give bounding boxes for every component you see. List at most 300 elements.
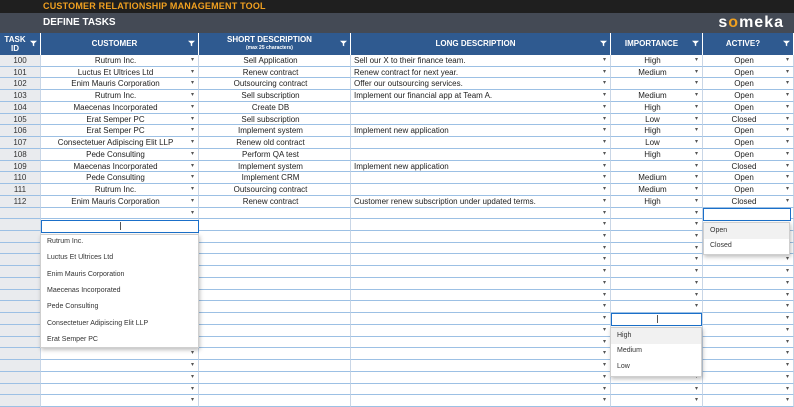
chevron-down-icon[interactable]: ▾: [694, 150, 698, 157]
cell-short[interactable]: [199, 149, 351, 161]
chevron-down-icon[interactable]: ▾: [694, 80, 698, 87]
cell-customer[interactable]: [41, 172, 199, 184]
cell-id[interactable]: [0, 219, 41, 231]
chevron-down-icon[interactable]: ▾: [694, 268, 698, 275]
cell-long[interactable]: [351, 395, 611, 407]
cell-short[interactable]: [199, 137, 351, 149]
chevron-down-icon[interactable]: ▾: [190, 373, 194, 380]
chevron-down-icon[interactable]: ▾: [785, 397, 789, 404]
chevron-down-icon[interactable]: ▾: [602, 256, 606, 263]
chevron-down-icon[interactable]: ▾: [785, 115, 789, 122]
chevron-down-icon[interactable]: ▾: [190, 397, 194, 404]
cell-active[interactable]: [703, 125, 794, 137]
cell-active[interactable]: [703, 78, 794, 90]
cell-long[interactable]: [351, 337, 611, 349]
chevron-down-icon[interactable]: ▾: [785, 127, 789, 134]
cell-importance[interactable]: [611, 384, 703, 396]
cell-short[interactable]: [199, 278, 351, 290]
chevron-down-icon[interactable]: ▾: [785, 197, 789, 204]
cell-long[interactable]: [351, 266, 611, 278]
chevron-down-icon[interactable]: ▾: [602, 162, 606, 169]
cell-active[interactable]: [703, 90, 794, 102]
cell-importance[interactable]: [611, 102, 703, 114]
cell-id[interactable]: [0, 55, 41, 67]
chevron-down-icon[interactable]: ▾: [694, 68, 698, 75]
cell-customer[interactable]: [41, 149, 199, 161]
cell-id[interactable]: [0, 313, 41, 325]
chevron-down-icon[interactable]: ▾: [602, 209, 606, 216]
chevron-down-icon[interactable]: ▾: [785, 162, 789, 169]
chevron-down-icon[interactable]: ▾: [785, 268, 789, 275]
chevron-down-icon[interactable]: ▾: [190, 150, 194, 157]
cell-short[interactable]: [199, 161, 351, 173]
cell-short[interactable]: [199, 196, 351, 208]
dropdown-option[interactable]: Enim Mauris Corporation: [47, 270, 125, 278]
chevron-down-icon[interactable]: ▾: [785, 150, 789, 157]
cell-id[interactable]: [0, 149, 41, 161]
cell-importance[interactable]: [611, 231, 703, 243]
header-task-id[interactable]: [0, 33, 41, 55]
chevron-down-icon[interactable]: ▾: [190, 174, 194, 181]
active-value: Closed: [731, 161, 757, 171]
cell-importance[interactable]: [611, 290, 703, 302]
chevron-down-icon[interactable]: ▾: [602, 268, 606, 275]
cell-short[interactable]: [199, 301, 351, 313]
cell-long[interactable]: [351, 290, 611, 302]
cell-long[interactable]: [351, 243, 611, 255]
chevron-down-icon[interactable]: ▾: [694, 279, 698, 286]
cell-importance[interactable]: [611, 78, 703, 90]
header-active[interactable]: [703, 33, 794, 55]
cell-long[interactable]: [351, 67, 611, 79]
cell-customer[interactable]: [41, 208, 199, 220]
cell-importance[interactable]: [611, 266, 703, 278]
chevron-down-icon[interactable]: ▾: [694, 244, 698, 251]
dropdown-option[interactable]: Consectetuer Adipiscing Elit LLP: [47, 319, 149, 327]
chevron-down-icon[interactable]: ▾: [694, 256, 698, 263]
chevron-down-icon[interactable]: ▾: [190, 385, 194, 392]
chevron-down-icon[interactable]: ▾: [602, 315, 606, 322]
cell-short[interactable]: [199, 372, 351, 384]
cell-importance[interactable]: [611, 90, 703, 102]
importance-value: Medium: [638, 91, 667, 101]
chevron-down-icon[interactable]: ▾: [694, 197, 698, 204]
chevron-down-icon[interactable]: ▾: [602, 57, 606, 63]
chevron-down-icon[interactable]: ▾: [190, 68, 194, 75]
chevron-down-icon[interactable]: ▾: [785, 80, 789, 87]
cell-active[interactable]: [703, 372, 794, 384]
cell-customer[interactable]: [41, 161, 199, 173]
filter-icon[interactable]: [783, 40, 790, 47]
cell-short[interactable]: [199, 78, 351, 90]
cell-id[interactable]: [0, 208, 41, 220]
cell-short[interactable]: [199, 172, 351, 184]
customer-value: Pede Consulting: [86, 173, 145, 183]
cell-long[interactable]: [351, 172, 611, 184]
cell-short[interactable]: [199, 55, 351, 67]
cell-long[interactable]: [351, 78, 611, 90]
chevron-down-icon[interactable]: ▾: [190, 186, 194, 193]
cell-id[interactable]: [0, 196, 41, 208]
cell-short[interactable]: [199, 243, 351, 255]
chevron-down-icon[interactable]: ▾: [785, 57, 789, 63]
cell-long[interactable]: [351, 301, 611, 313]
customer-value: Erat Semper PC: [86, 126, 145, 136]
chevron-down-icon[interactable]: ▾: [602, 139, 606, 146]
cell-id[interactable]: [0, 254, 41, 266]
header-short-description[interactable]: [199, 33, 351, 55]
cell-long[interactable]: [351, 125, 611, 137]
cell-importance[interactable]: [611, 125, 703, 137]
cell-id[interactable]: [0, 90, 41, 102]
cell-customer[interactable]: [41, 196, 199, 208]
cell-short[interactable]: [199, 125, 351, 137]
dropdown-option[interactable]: Maecenas Incorporated: [47, 286, 121, 294]
cell-id[interactable]: [0, 231, 41, 243]
chevron-down-icon[interactable]: ▾: [785, 315, 789, 322]
cell-importance[interactable]: [611, 184, 703, 196]
chevron-down-icon[interactable]: ▾: [602, 103, 606, 110]
cell-importance[interactable]: [611, 55, 703, 67]
cell-importance[interactable]: [611, 149, 703, 161]
cell-long[interactable]: [351, 313, 611, 325]
cell-importance[interactable]: [611, 243, 703, 255]
filter-icon[interactable]: [30, 40, 37, 47]
header-long-description-label: LONG DESCRIPTION: [435, 39, 516, 48]
chevron-down-icon[interactable]: ▾: [785, 256, 789, 263]
customer-dropdown-list[interactable]: [40, 234, 199, 348]
cell-id[interactable]: [0, 395, 41, 407]
filter-icon[interactable]: [340, 40, 347, 47]
chevron-down-icon[interactable]: ▾: [785, 326, 789, 333]
cell-long[interactable]: [351, 372, 611, 384]
cell-importance[interactable]: [611, 301, 703, 313]
cell-importance[interactable]: [611, 137, 703, 149]
cell-id[interactable]: [0, 360, 41, 372]
cell-active[interactable]: [703, 114, 794, 126]
chevron-down-icon[interactable]: ▾: [602, 338, 606, 345]
chevron-down-icon[interactable]: ▾: [694, 162, 698, 169]
chevron-down-icon[interactable]: ▾: [694, 221, 698, 228]
chevron-down-icon[interactable]: ▾: [190, 362, 194, 369]
chevron-down-icon[interactable]: ▾: [602, 80, 606, 87]
cell-importance[interactable]: [611, 278, 703, 290]
cell-long[interactable]: [351, 254, 611, 266]
chevron-down-icon[interactable]: ▾: [785, 362, 789, 369]
chevron-down-icon[interactable]: ▾: [190, 209, 194, 216]
cell-short[interactable]: [199, 313, 351, 325]
cell-short[interactable]: [199, 102, 351, 114]
chevron-down-icon[interactable]: ▾: [602, 221, 606, 228]
dropdown-option[interactable]: Closed: [710, 242, 732, 249]
dropdown-option[interactable]: Erat Semper PC: [47, 335, 98, 343]
cell-active[interactable]: [703, 384, 794, 396]
cell-short[interactable]: [199, 208, 351, 220]
cell-short[interactable]: [199, 395, 351, 407]
cell-importance[interactable]: [611, 219, 703, 231]
chevron-down-icon[interactable]: ▾: [694, 127, 698, 134]
filter-icon[interactable]: [188, 40, 195, 47]
cell-importance[interactable]: [611, 67, 703, 79]
cell-id[interactable]: [0, 301, 41, 313]
chevron-down-icon[interactable]: ▾: [602, 115, 606, 122]
chevron-down-icon[interactable]: ▾: [190, 162, 194, 169]
cell-id[interactable]: [0, 243, 41, 255]
cell-active[interactable]: [703, 301, 794, 313]
cell-customer[interactable]: [41, 360, 199, 372]
chevron-down-icon[interactable]: ▾: [602, 362, 606, 369]
cell-active[interactable]: [703, 102, 794, 114]
cell-short[interactable]: [199, 290, 351, 302]
chevron-down-icon[interactable]: ▾: [602, 150, 606, 157]
cell-short[interactable]: [199, 325, 351, 337]
chevron-down-icon[interactable]: ▾: [602, 68, 606, 75]
cell-id[interactable]: [0, 184, 41, 196]
table-row: [0, 184, 794, 196]
cell-id[interactable]: [0, 102, 41, 114]
chevron-down-icon[interactable]: ▾: [785, 338, 789, 345]
chevron-down-icon[interactable]: ▾: [602, 127, 606, 134]
dropdown-option[interactable]: Rutrum Inc.: [47, 238, 84, 245]
cell-short[interactable]: [199, 67, 351, 79]
cell-customer[interactable]: [41, 90, 199, 102]
cell-customer[interactable]: [41, 184, 199, 196]
chevron-down-icon[interactable]: ▾: [602, 197, 606, 204]
chevron-down-icon[interactable]: ▾: [785, 103, 789, 110]
chevron-down-icon[interactable]: ▾: [190, 127, 194, 134]
cell-customer[interactable]: [41, 78, 199, 90]
header-importance[interactable]: [611, 33, 703, 55]
chevron-down-icon[interactable]: ▾: [602, 174, 606, 181]
filter-icon[interactable]: [600, 40, 607, 47]
cell-long[interactable]: [351, 55, 611, 67]
cell-customer[interactable]: [41, 67, 199, 79]
cell-id[interactable]: [0, 125, 41, 137]
chevron-down-icon[interactable]: ▾: [602, 233, 606, 239]
cell-id[interactable]: [0, 325, 41, 337]
chevron-down-icon[interactable]: ▾: [694, 139, 698, 146]
cell-importance[interactable]: [611, 395, 703, 407]
chevron-down-icon[interactable]: ▾: [602, 373, 606, 380]
cell-active[interactable]: [703, 55, 794, 67]
chevron-down-icon[interactable]: ▾: [694, 57, 698, 63]
chevron-down-icon[interactable]: ▾: [190, 197, 194, 204]
cell-long[interactable]: [351, 196, 611, 208]
cell-active[interactable]: [703, 172, 794, 184]
importance-input-cell[interactable]: [611, 313, 702, 326]
chevron-down-icon[interactable]: ▾: [602, 186, 606, 193]
chevron-down-icon[interactable]: ▾: [694, 397, 698, 404]
chevron-down-icon[interactable]: ▾: [785, 139, 789, 146]
cell-active[interactable]: [703, 313, 794, 325]
cell-active[interactable]: [703, 149, 794, 161]
chevron-down-icon[interactable]: ▾: [602, 326, 606, 333]
chevron-down-icon[interactable]: ▾: [694, 291, 698, 298]
chevron-down-icon[interactable]: ▾: [602, 244, 606, 251]
cell-active[interactable]: [703, 360, 794, 372]
cell-short[interactable]: [199, 219, 351, 231]
cell-long[interactable]: [351, 325, 611, 337]
cell-short[interactable]: [199, 254, 351, 266]
cell-long[interactable]: [351, 208, 611, 220]
cell-active[interactable]: [703, 184, 794, 196]
cell-long[interactable]: [351, 90, 611, 102]
chevron-down-icon[interactable]: ▾: [785, 279, 789, 286]
chevron-down-icon[interactable]: ▾: [190, 115, 194, 122]
chevron-down-icon[interactable]: ▾: [785, 373, 789, 380]
cell-active[interactable]: [703, 254, 794, 266]
chevron-down-icon[interactable]: ▾: [602, 350, 606, 357]
cell-customer[interactable]: [41, 125, 199, 137]
customer-input-cell[interactable]: [41, 220, 199, 233]
dropdown-option[interactable]: Low: [617, 363, 630, 370]
cell-long[interactable]: [351, 278, 611, 290]
cell-short[interactable]: [199, 266, 351, 278]
chevron-down-icon[interactable]: ▾: [190, 57, 194, 63]
cell-customer[interactable]: [41, 137, 199, 149]
active-value: Open: [734, 67, 754, 77]
cell-active[interactable]: [703, 161, 794, 173]
header-long-description[interactable]: [351, 33, 611, 55]
cell-importance[interactable]: [611, 208, 703, 220]
section-title: DEFINE TASKS: [43, 17, 116, 28]
cell-customer[interactable]: [41, 348, 199, 360]
chevron-down-icon[interactable]: ▾: [694, 209, 698, 216]
cell-long[interactable]: [351, 137, 611, 149]
cell-importance[interactable]: [611, 196, 703, 208]
cell-long[interactable]: [351, 384, 611, 396]
chevron-down-icon[interactable]: ▾: [694, 303, 698, 310]
cell-active[interactable]: [703, 348, 794, 360]
short-value: Sell subscription: [241, 91, 300, 101]
cell-short[interactable]: [199, 231, 351, 243]
cell-active[interactable]: [703, 278, 794, 290]
cell-active[interactable]: [703, 137, 794, 149]
cell-long[interactable]: [351, 360, 611, 372]
dropdown-option[interactable]: High: [611, 328, 701, 344]
cell-customer[interactable]: [41, 384, 199, 396]
cell-active[interactable]: [703, 337, 794, 349]
long-value: Sell our X to their finance team.: [354, 56, 466, 65]
cell-id[interactable]: [0, 172, 41, 184]
cell-long[interactable]: [351, 219, 611, 231]
dropdown-option[interactable]: Medium: [617, 347, 642, 354]
cell-id[interactable]: [0, 266, 41, 278]
dropdown-option[interactable]: Luctus Et Ultrices Ltd: [47, 254, 114, 262]
cell-id[interactable]: [0, 384, 41, 396]
header-customer[interactable]: [41, 33, 199, 55]
filter-icon[interactable]: [692, 40, 699, 47]
cell-active[interactable]: [703, 266, 794, 278]
cell-importance[interactable]: [611, 172, 703, 184]
chevron-down-icon[interactable]: ▾: [694, 174, 698, 181]
cell-short[interactable]: [199, 90, 351, 102]
chevron-down-icon[interactable]: ▾: [785, 174, 789, 181]
cell-customer[interactable]: [41, 395, 199, 407]
cell-short[interactable]: [199, 114, 351, 126]
cell-long[interactable]: [351, 161, 611, 173]
chevron-down-icon[interactable]: ▾: [694, 103, 698, 110]
cell-id[interactable]: [0, 78, 41, 90]
chevron-down-icon[interactable]: ▾: [694, 186, 698, 193]
importance-dropdown-list[interactable]: [610, 327, 702, 377]
cell-id[interactable]: [0, 137, 41, 149]
cell-id[interactable]: [0, 348, 41, 360]
chevron-down-icon[interactable]: ▾: [785, 186, 789, 193]
cell-long[interactable]: [351, 231, 611, 243]
cell-importance[interactable]: [611, 254, 703, 266]
cell-active[interactable]: [703, 290, 794, 302]
cell-short[interactable]: [199, 348, 351, 360]
cell-active[interactable]: [703, 325, 794, 337]
cell-importance[interactable]: [611, 114, 703, 126]
chevron-down-icon[interactable]: ▾: [190, 80, 194, 87]
chevron-down-icon[interactable]: ▾: [694, 233, 698, 239]
chevron-down-icon[interactable]: ▾: [694, 385, 698, 392]
cell-long[interactable]: [351, 149, 611, 161]
chevron-down-icon[interactable]: ▾: [190, 92, 194, 99]
chevron-down-icon[interactable]: ▾: [602, 291, 606, 298]
cell-long[interactable]: [351, 114, 611, 126]
chevron-down-icon[interactable]: ▾: [694, 115, 698, 122]
chevron-down-icon[interactable]: ▾: [785, 303, 789, 310]
cell-long[interactable]: [351, 184, 611, 196]
cell-id[interactable]: [0, 114, 41, 126]
chevron-down-icon[interactable]: ▾: [602, 303, 606, 310]
chevron-down-icon[interactable]: ▾: [602, 279, 606, 286]
chevron-down-icon[interactable]: ▾: [785, 291, 789, 298]
chevron-down-icon[interactable]: ▾: [785, 92, 789, 99]
cell-importance[interactable]: [611, 161, 703, 173]
chevron-down-icon[interactable]: ▾: [190, 139, 194, 146]
active-dropdown-list[interactable]: [703, 222, 790, 255]
chevron-down-icon[interactable]: ▾: [785, 385, 789, 392]
cell-id[interactable]: [0, 278, 41, 290]
cell-long[interactable]: [351, 348, 611, 360]
cell-active[interactable]: [703, 196, 794, 208]
chevron-down-icon[interactable]: ▾: [190, 103, 194, 110]
cell-customer[interactable]: [41, 55, 199, 67]
cell-id[interactable]: [0, 372, 41, 384]
chevron-down-icon[interactable]: ▾: [785, 350, 789, 357]
dropdown-option[interactable]: Open: [704, 223, 789, 239]
id-value: 111: [13, 185, 27, 195]
chevron-down-icon[interactable]: ▾: [602, 92, 606, 99]
chevron-down-icon[interactable]: ▾: [602, 385, 606, 392]
cell-customer[interactable]: [41, 102, 199, 114]
cell-short[interactable]: [199, 384, 351, 396]
chevron-down-icon[interactable]: ▾: [785, 68, 789, 75]
chevron-down-icon[interactable]: ▾: [190, 350, 194, 357]
chevron-down-icon[interactable]: ▾: [602, 397, 606, 404]
cell-short[interactable]: [199, 337, 351, 349]
cell-active[interactable]: [703, 395, 794, 407]
cell-id[interactable]: [0, 290, 41, 302]
dropdown-option[interactable]: Pede Consulting: [47, 303, 99, 311]
active-input-cell[interactable]: [703, 208, 791, 221]
cell-customer[interactable]: [41, 372, 199, 384]
chevron-down-icon[interactable]: ▾: [694, 92, 698, 99]
cell-short[interactable]: [199, 360, 351, 372]
cell-id[interactable]: [0, 161, 41, 173]
id-value: 110: [13, 173, 27, 183]
cell-long[interactable]: [351, 102, 611, 114]
cell-active[interactable]: [703, 67, 794, 79]
cell-customer[interactable]: [41, 114, 199, 126]
cell-id[interactable]: [0, 67, 41, 79]
cell-short[interactable]: [199, 184, 351, 196]
cell-id[interactable]: [0, 337, 41, 349]
